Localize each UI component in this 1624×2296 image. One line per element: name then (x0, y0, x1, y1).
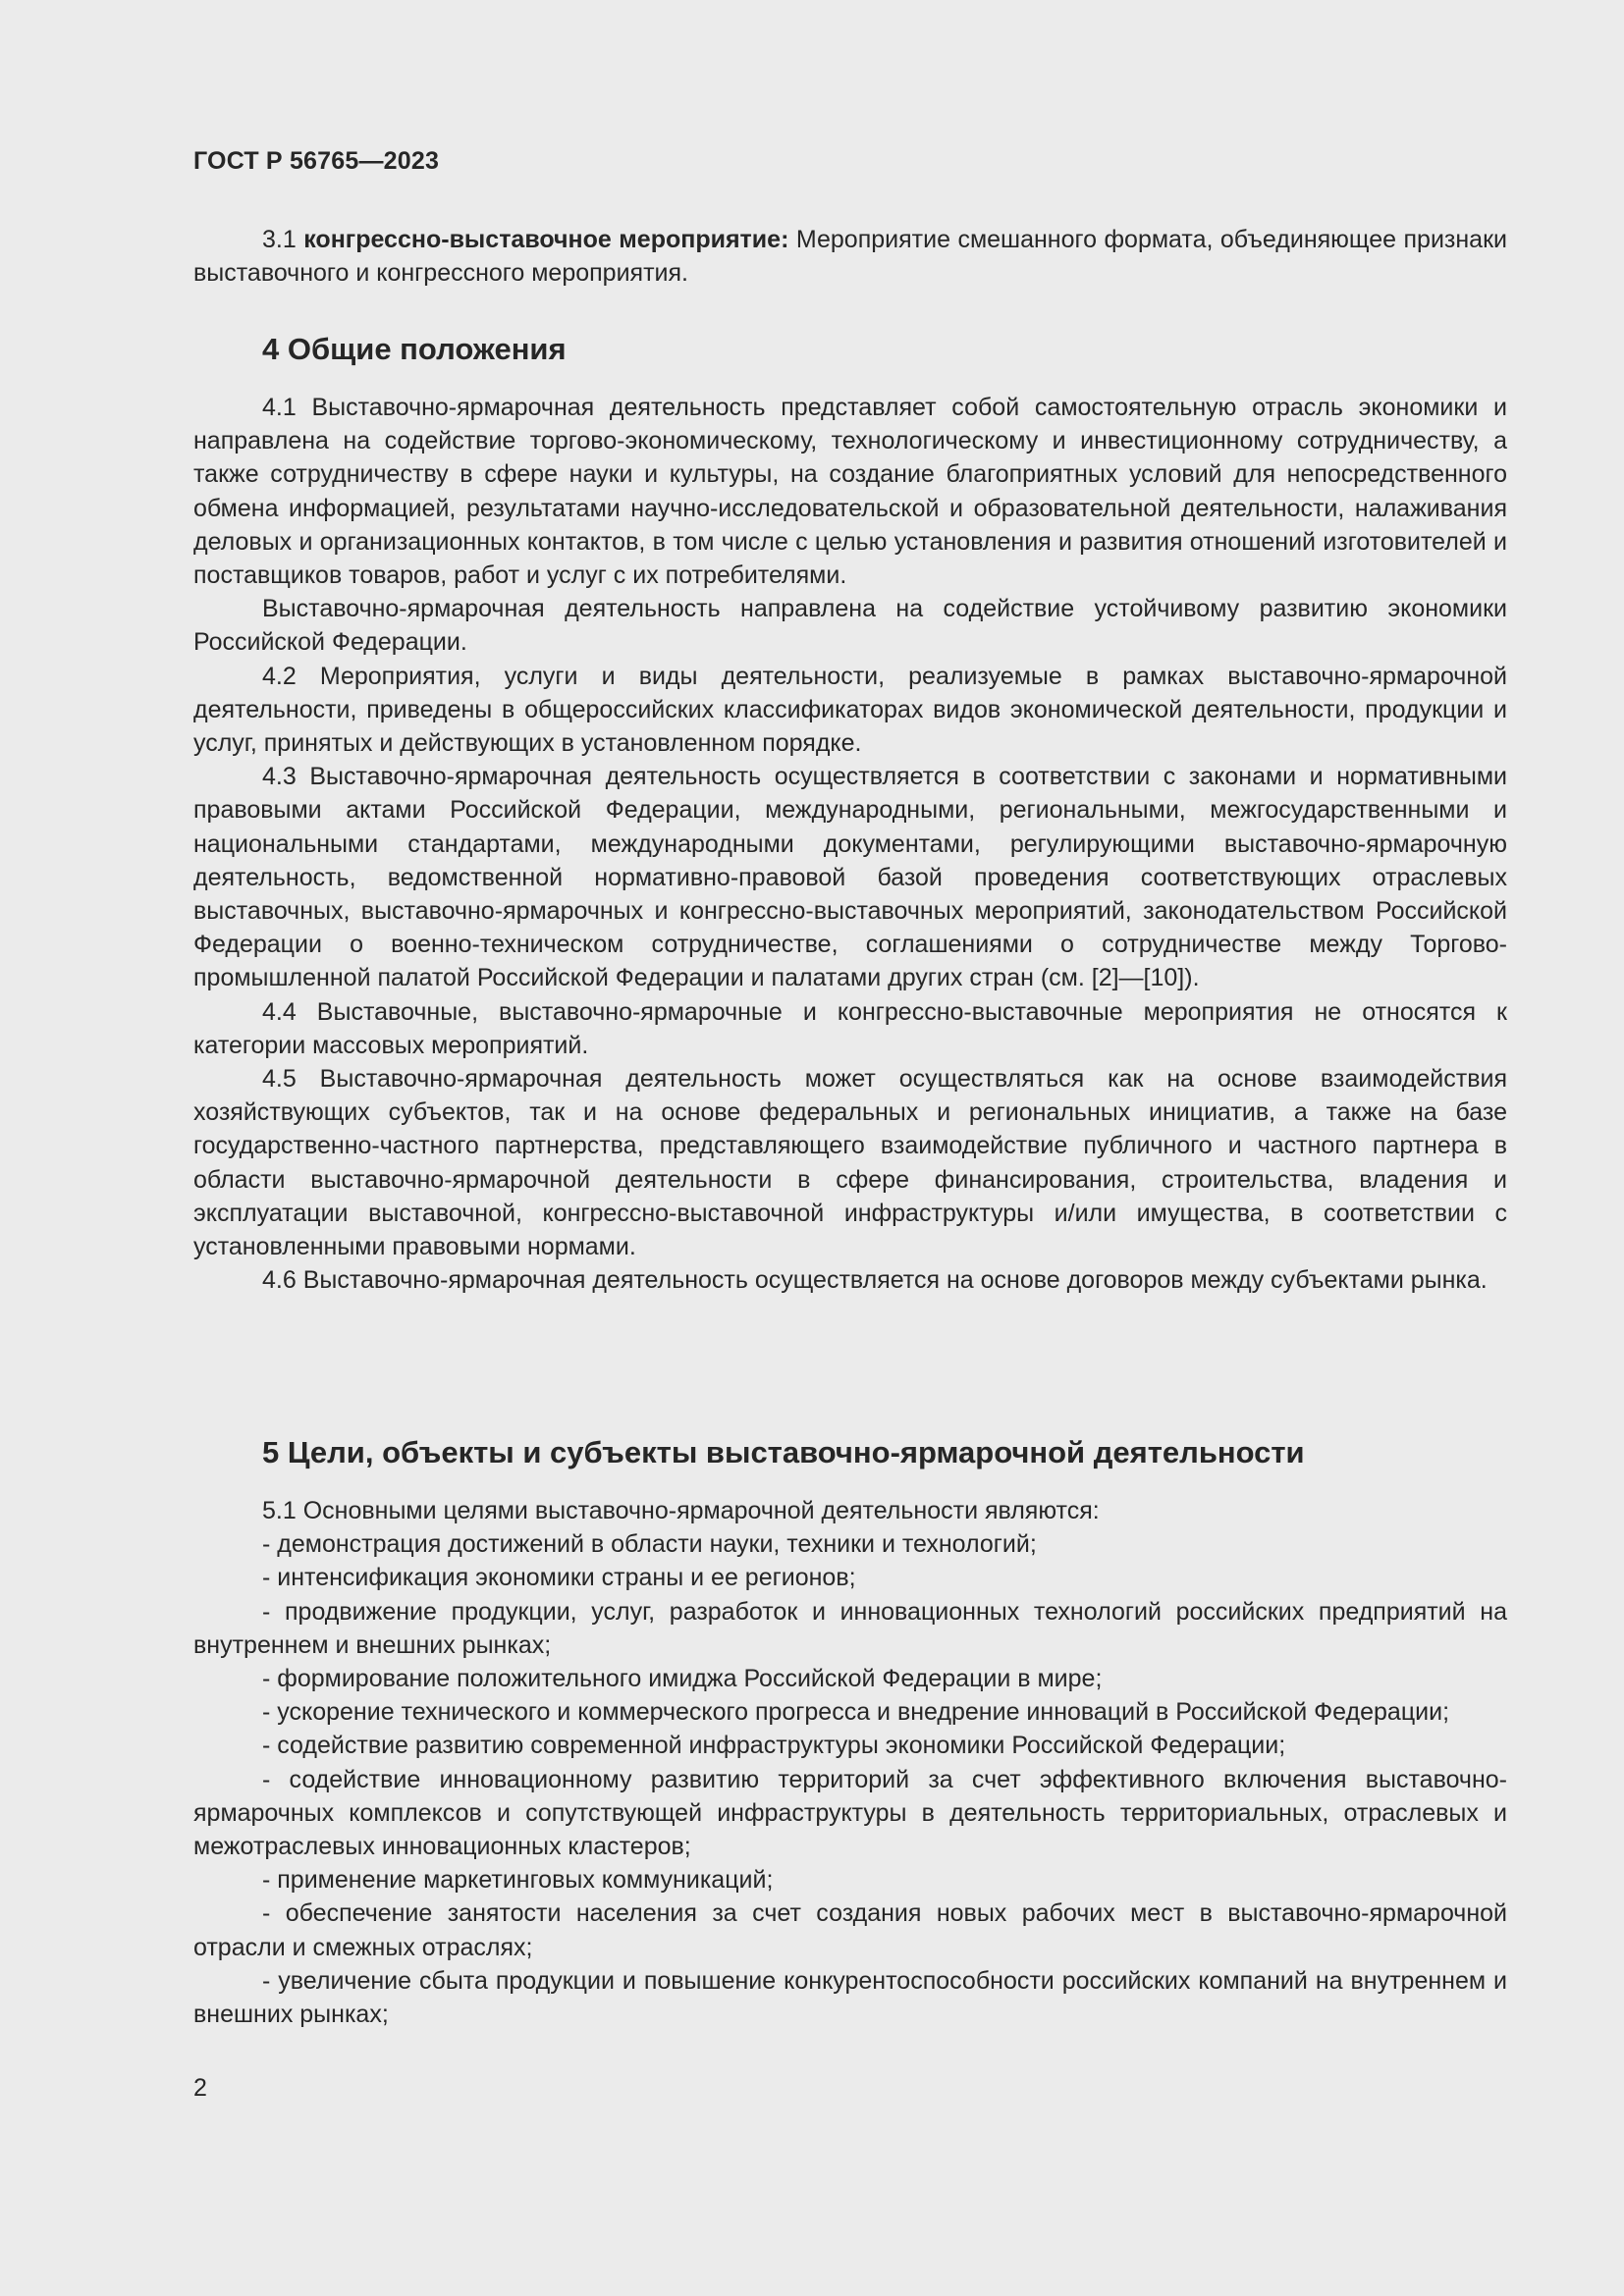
paragraph-4-3: 4.3 Выставочно-ярмарочная деятельность осуществляется в соответствии с законами и нормативными правовыми актами Российской Федерации, международными, региональными, межгосударственными и национальными стандартами, международными документами, регулирующими выставочно-ярмарочную деятельность, ведомственной нормативно-правовой базой проведения соответствующих отраслевых выставочных, выставочно-ярмарочных и конгрессно-выставочных мероприятий, законодательством Российской Федерации о военно-техническом сотрудничестве, соглашениями о сотрудничестве между Торгово-промышленной палатой Российской Федерации и палатами других стран (см. [2]—[10]). (193, 763, 1507, 992)
list-item: - формирование положительного имиджа Российской Федерации в мире; (262, 1665, 1103, 1693)
paragraph-4-5: 4.5 Выставочно-ярмарочная деятельность может осуществляться как на основе взаимодействия хозяйствующих субъектов, так и на основе федеральных и региональных инициатив, а также на базе государственно-частного партнерства, представляющего взаимодействие публичного и частного партнера в области выставочно-ярмарочной деятельности в сфере финансирования, строительства, владения и эксплуатации выставочной, конгрессно-выставочной инфраструктуры и/или имущества, в соответствии с установленными правовыми нормами. (193, 1065, 1507, 1261)
section-4-body (193, 391, 1507, 1297)
list-item: - увеличение сбыта продукции и повышение конкурентоспособности российских компаний на внутреннем и внешних рынках; (193, 1966, 1507, 2029)
list-item: - содействие развитию современной инфраструктуры экономики Российской Федерации; (262, 1732, 1286, 1760)
list-item: - демонстрация достижений в области науки, техники и технологий; (262, 1530, 1037, 1559)
section-5-title: 5 Цели, объекты и субъекты выставочно-ярмарочной деятельности (262, 1435, 1305, 1469)
clause-number: 3.1 (262, 226, 297, 253)
page-number: 2 (193, 2074, 207, 2102)
list-item: - интенсификация экономики страны и ее регионов; (262, 1564, 856, 1592)
clause-3-1-paragraph (193, 223, 1507, 290)
list-item: - ускорение технического и коммерческого прогресса и внедрение инноваций в Российской Федерации; (262, 1698, 1450, 1727)
clause-term: конгрессно-выставочное мероприятие: (303, 226, 789, 253)
section-4-title: 4 Общие положения (262, 332, 567, 366)
paragraph-4-4: 4.4 Выставочные, выставочно-ярмарочные и конгрессно-выставочные мероприятия не относятся к категории массовых мероприятий. (193, 997, 1507, 1059)
standard-header: ГОСТ Р 56765—2023 (193, 147, 440, 175)
list-item: - продвижение продукции, услуг, разработок и инновационных технологий российских предприятий на внутреннем и внешних рынках; (193, 1597, 1507, 1659)
paragraph-4-1-cont: Выставочно-ярмарочная деятельность направлена на содействие устойчивому развитию экономики Российской Федерации. (193, 595, 1507, 657)
list-item: - содействие инновационному развитию территорий за счет эффективного включения выставочно-ярмарочных комплексов и сопутствующей инфраструктуры в деятельность территориальных, отраслевых и межотраслевых инновационных кластеров; (193, 1765, 1507, 1861)
clause-3-1 (193, 223, 1507, 290)
list-item: - применение маркетинговых коммуникаций; (262, 1866, 774, 1895)
paragraph-5-1: 5.1 Основными целями выставочно-ярмарочной деятельности являются: (262, 1497, 1100, 1524)
paragraph-4-2: 4.2 Мероприятия, услуги и виды деятельности, реализуемые в рамках выставочно-ярмарочной деятельности, приведены в общероссийских классификаторах видов экономической деятельности, продукции и услуг, принятых и действующих в установленном порядке. (193, 662, 1507, 758)
paragraph-4-6: 4.6 Выставочно-ярмарочная деятельность осуществляется на основе договоров между субъектами рынка. (262, 1266, 1488, 1295)
section-5-body (193, 1494, 1507, 2031)
list-item: - обеспечение занятости населения за счет создания новых рабочих мест в выставочно-ярмарочной отрасли и смежных отраслях; (193, 1899, 1507, 1961)
clause-definition: Мероприятие смешанного формата, объединяющее признаки выставочного и конгрессного мероприятия. (193, 226, 1507, 288)
paragraph-4-1: 4.1 Выставочно-ярмарочная деятельность представляет собой самостоятельную отрасль экономики и направлена на содействие торгово-экономическому, технологическому и инвестиционному сотрудничеству, а также сотрудничеству в сфере науки и культуры, на создание благоприятных условий для непосредственного обмена информацией, результатами научно-исследовательской и образовательной деятельности, налаживания деловых и организационных контактов, в том числе с целью установления и развития отношений изготовителей и поставщиков товаров, работ и услуг с их потребителями. (193, 394, 1507, 590)
